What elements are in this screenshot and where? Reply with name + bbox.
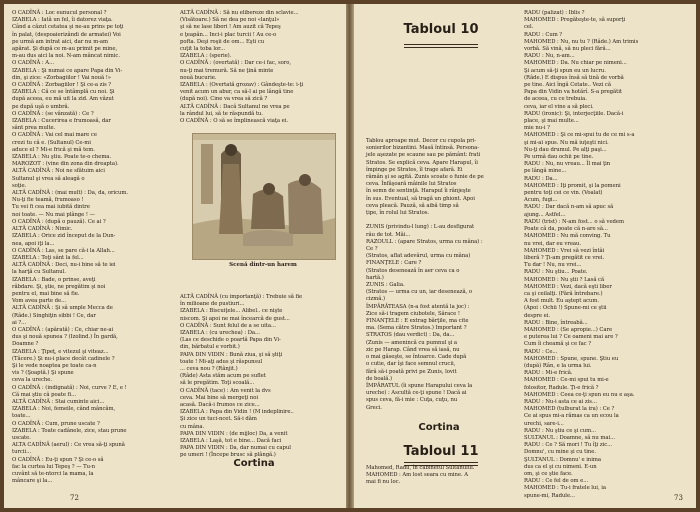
text-line: Şi acum să-ţi spun eu un lucru.: [524, 67, 606, 74]
text-line: ... ceva nou ? (Rânjit.): [180, 366, 238, 373]
text-line: Stratos. Se explică ceva. Apare Harapul, îi: [366, 159, 478, 166]
text-line: fără să-i poată privi pe Zunis, lovit: [366, 368, 457, 375]
text-line: mie nu-i ?: [524, 125, 550, 132]
text-line: ALTĂ CADÎNĂ : Stai cuminte aici...: [12, 398, 105, 405]
text-line: (Stratos — urma cu un, iar desenează, o: [366, 289, 472, 296]
text-line: ca şi ceilalţi. (Fără întrebare.): [524, 290, 603, 297]
text-line: O CADÎNĂ (tace) : Am venit la dvs: [180, 387, 271, 394]
text-line: FINANŢELE : E extrag bărţile, ma cite: [366, 318, 469, 325]
text-line: MAHOMED : Vezi, dacă eşti liber: [524, 283, 612, 290]
text-line: SULTANUL : Doamne, să nu mai...: [524, 434, 615, 441]
text-line: liberă ? Ţi-am pregătit ce vrei.: [524, 254, 605, 261]
text-line: şi să ne lase liberi ! Am auzit că Tepeş: [180, 24, 281, 31]
text-line: cizmă.): [366, 296, 386, 303]
tableau-10-title: Tabloul 10: [403, 22, 479, 37]
text-line: în milioane de pustiuri...: [180, 301, 245, 308]
page-number-left: 72: [70, 494, 79, 502]
text-line: apărat. Şi după ce m-au primit pe mine,: [12, 46, 118, 53]
text-line: Sultanul şi vrea să aleagă o: [12, 175, 85, 182]
text-line: mâncare şi la...: [12, 478, 53, 485]
text-line: noi toate. — Nu mai plânge ! —: [12, 211, 95, 218]
text-line: (Stratos desenează în aer ceva ca o: [366, 267, 460, 274]
text-line: IZABELA : Şi numai ce apare Papa din Vi-: [12, 67, 123, 74]
text-line: Vom avea parte de...: [12, 298, 66, 305]
text-line: RADU : Dar dacă n-am să apuc să: [524, 204, 614, 211]
text-line: în semn de sentinţă. Harapul îi rânjeşte: [366, 188, 471, 195]
tableau-11-title: Tabloul 11: [403, 444, 479, 459]
text-line: pe urmă am intrat aici, dar nu m-am: [12, 38, 109, 45]
text-line: Tu dar ! Nu, nu vrei...: [524, 262, 582, 269]
text-line: MAHOMED : Ceea ce-ţi spun eu nu e aşa.: [524, 391, 635, 398]
text-line: Nu-ţi fie teamă, frumoaso !: [12, 197, 84, 204]
text-line: (Apoi : Ochii !) Spune-mi ce ştii: [524, 305, 607, 312]
text-line: ALTĂ CADÎNĂ : Nimic.: [12, 226, 73, 233]
text-line: Ce ai spus mi-a rămas ca un ecou la: [524, 413, 619, 420]
text-line: IZABELA : Laşă, tot e bine... Dacă faci: [180, 438, 282, 445]
text-line: hartă.): [366, 274, 384, 281]
text-line: RADU : Cum ?: [524, 31, 563, 38]
text-line: Greci.: [366, 404, 382, 411]
text-line: IZABELA : (sperie).: [180, 53, 232, 60]
text-line: RADU (palizat) : Iblis ?: [524, 10, 585, 16]
text-line: MAROZOT : (vine din zona din dreapta).: [12, 161, 119, 168]
book-spread: [4, 4, 696, 508]
text-line: (Râde.) Singhiţin sibbi ! Ce, dar: [12, 312, 96, 319]
text-line: Tablou aproape mut. Decor cu cupola pri-: [366, 138, 476, 144]
text-line: Când a căzut cetatea şi ne-au prins pe toţi: [12, 24, 124, 31]
text-line: ma. (Sema către Stratos.) Important ?: [366, 325, 467, 332]
text-line: pentru el, mai bine să fie.: [12, 290, 80, 297]
text-line: Poate că da, poate că n-are să...: [524, 226, 608, 233]
left-column-2-bottom: [180, 294, 338, 459]
text-line: pe după uşă o umbră.: [12, 103, 70, 110]
text-line: O CADÎNĂ : (se vânzată) : Ce ?: [12, 110, 94, 117]
text-line: cuvânt să te-ntorci la mama, la: [12, 471, 94, 477]
text-line: O CADÎNĂ : A...: [12, 60, 54, 67]
text-line: MAHOMED : Ce-mi spui tu mi-e: [524, 377, 609, 384]
text-line: IZABELA : (Overtată grozav) : Gândeşte-te: i-ţi: [180, 82, 304, 89]
text-line: FINANŢELE : Care ?: [366, 260, 422, 267]
text-line: MAHOMED : Tu-i fratele lui, ia: [524, 485, 606, 492]
text-line: Papa din Vidin va hotărî. S-a pregătit: [524, 89, 622, 96]
text-line: ALTA CADÎNĂ (aerul) : Ce vrea să-ţi spună: [12, 442, 125, 449]
text-line: să le pregătim. Toţi scoală...: [180, 380, 255, 387]
text-line: O CADÎNĂ : (overtată) : Dar ce-i fac, soro,: [180, 60, 292, 67]
text-line: pe tine. Aici îngă Cetate.. Vezi că: [524, 82, 611, 89]
text-line: ceva la ureche.: [12, 377, 52, 384]
text-line: MAHOMED : (Se apropie...) Care: [524, 326, 613, 333]
text-line: Şi le vede noaptea pe toate ca-n: [12, 362, 97, 369]
text-line: IZABELA : Că ce se întâmplă cu noi. Şi: [12, 89, 115, 96]
text-line: pe lângă mine...: [524, 168, 567, 175]
text-line: RADU : Ce fel de om e...: [524, 478, 589, 485]
text-line: toate ! Mi-aţi adus şi răspunsul: [180, 358, 263, 365]
left-column-1: [12, 10, 170, 498]
text-line: sonierilor bizantini. Masă întinsă. Persona-: [366, 145, 479, 152]
text-line: A fost mult. Eu aştept acum.: [524, 298, 599, 305]
text-line: răbdare. Şi, ştie, ne pregătim şi noi: [12, 283, 106, 290]
text-line: ceva, iar el vine a să pleci.: [524, 103, 594, 110]
text-line: om, şi ce ştie face.: [524, 471, 573, 477]
text-line: nu vrei, dar eu vreau.: [524, 240, 582, 247]
text-line: PAPA DIN VIDIN : Bună ziua, şi să ştiţi: [180, 351, 283, 358]
text-line: Nu-ţi dau drumul. Pe alţi paşi...: [524, 146, 607, 153]
text-line: (după) Rân, e la urma lui.: [524, 362, 592, 369]
text-line: PAPA DIN VIDIN : Da, dar numai cu capul: [180, 445, 291, 452]
text-line: urechi, sare-i...: [524, 420, 564, 427]
text-line: Ce ?: [366, 246, 378, 253]
text-line: nouă bucurie.: [180, 74, 217, 81]
text-line: m-au dus aici la noi. N-am mâncat nimic.: [12, 53, 120, 60]
text-line: dus şi nouă spunea ? (Izolind.) În gardă,: [12, 334, 118, 341]
text-line: zic pe Harap. Când vrea să iasă, nu: [366, 346, 460, 353]
text-line: place, şi mai multe...: [524, 118, 579, 125]
text-line: cel.: [524, 24, 534, 31]
text-line: MAHOMED : Vrei să vezi întâi: [524, 247, 605, 254]
text-line: o mai găseşte, se întoarce. Cade după: [366, 354, 467, 361]
text-line: la harţă cu Sultanul.: [12, 269, 66, 276]
text-line: ceva. Înfăşoară mâinile lui Stratos: [366, 181, 457, 188]
text-line: în palat, (despoaierizândi de armatei) Voi: [12, 31, 121, 38]
text-line: O CADÎNĂ : Cum, prune uscate ?: [12, 420, 100, 427]
text-line: nea, apoi iţi la...: [12, 240, 55, 247]
text-line: RADU : Nu-i asta ce ai zis...: [524, 398, 597, 405]
text-line: O CADÎNĂ : (după o pauză). Ce ai ?: [12, 218, 106, 225]
text-line: IZABELA : Toţi sânt la fel...: [12, 254, 84, 261]
left-column-2-top: [180, 10, 338, 129]
text-line: ajung... Astfel...: [524, 211, 566, 218]
text-line: O CADÎNĂ : Zorbagiilor ! Şi ce-a zis ?: [12, 82, 112, 89]
cortina-right: Cortina: [418, 422, 460, 433]
illustration-caption: Scenă dintr-un harem: [229, 262, 297, 268]
text-line: MAHOMED : Nu ştii ? Lasă că: [524, 276, 605, 283]
right-column-1-tableau-10: [366, 138, 516, 411]
text-line: RADU : Nu, nu vreau... Îl mai ţin: [524, 161, 611, 168]
text-line: Domnu', cu mine şi cu tine.: [524, 449, 596, 456]
text-line: PAPA DIN VIDIN : (de mijloc) Da, a venit: [180, 430, 288, 437]
text-line: O CADÎNĂ : Vai cel mai mare ce: [12, 132, 97, 139]
text-line: (Râde) Asta stăm acum pe suflet: [180, 373, 266, 380]
text-line: RADU : Ce ? Să mori ! Tu îţi zic...: [524, 442, 613, 449]
cortina-left: Cortina: [233, 458, 275, 469]
text-line: acasă. Dacă-i frumos ce zice...: [180, 402, 260, 409]
text-line: vis ? (Şoaptă.) Şi spune: [12, 370, 74, 377]
text-line: (Stratos, aflat adevărul, urma cu mâna): [366, 253, 471, 260]
text-line: turcii...: [12, 449, 32, 456]
text-line: MAHOMED : Pregăteşte-te, să suporţi: [524, 17, 626, 24]
text-line: toate...: [12, 413, 31, 420]
text-line: ALTĂ CADÎNĂ : (mai mult) : Da, da, oricum.: [12, 190, 128, 197]
text-line: IZABELA : Papa din Vidin ! (M indeplinire..: [180, 409, 294, 416]
title-rule: [404, 462, 478, 463]
text-line: râmân şi se agită. Zunis scoate o funie de pe: [366, 174, 484, 181]
text-line: o cutie, dar îşi face semnul crucii,: [366, 361, 456, 368]
text-line: şi mi-ai spus. Nu mă iuţeşti nici.: [524, 139, 609, 146]
text-line: ÎMPĂRATUL (îi spune Harapului ceva la: [366, 382, 473, 389]
text-line: Cum îi cheamă şi ce fac ?: [524, 341, 592, 348]
text-line: de aceea, cu ce trebuia.: [524, 96, 587, 103]
text-line: IZABELA : Bade, o prinse, aveţi: [12, 276, 96, 283]
text-line: nu-ţi mai tremură. Să ne ţină minte: [180, 67, 274, 74]
text-line: ALTĂ CADÎNĂ : Şi să umple Mecca de: [12, 305, 113, 312]
text-line: pofta. Deşi roşii de om... Eşti cu: [180, 38, 265, 45]
text-line: MAHOMED : Am lost seara cu mine. A: [366, 472, 469, 479]
text-line: IZABELA : Ţipeţ, e vitezul şi viteaz...: [12, 348, 109, 355]
text-line: RADU : Ce...: [524, 348, 558, 355]
text-line: fac la curtea lui Tepeş ? — Tu-n: [12, 463, 96, 470]
text-line: dus ca el şi cu nimeni. E-un: [524, 463, 597, 470]
right-column-1-tableau-11: [366, 465, 516, 493]
text-line: RADU : Nu ştiu ce şi cum...: [524, 427, 597, 434]
text-line: IZABELA : Cucerirea e frumoasă, dar: [12, 118, 111, 125]
text-line: soţie.: [12, 182, 27, 189]
text-line: ZUNIS (privindu-l lung) : L-au desfigurat: [366, 224, 475, 231]
text-line: (după noi). Cine va vrea să zică ?: [180, 96, 268, 103]
text-line: Şi zice un tuci-ncet. Să-i dăm: [180, 416, 257, 423]
text-line: IZABELA : Nu ştiu. Poate te-o chema.: [12, 154, 112, 161]
text-line: spune-mi, Radule...: [524, 492, 575, 499]
text-line: O CADÎNĂ : Las, se pare că-i la Allah...: [12, 247, 115, 254]
text-line: ŞULTANUL : Domnu' e inima: [524, 456, 601, 463]
right-page: [354, 4, 696, 508]
text-line: RADU : Nu ştiu... Poate.: [524, 269, 588, 276]
text-line: MAHOMED : Spune, spune. Ştiu eu: [524, 355, 619, 362]
text-line: RADU : Da...: [524, 175, 558, 182]
text-line: IZABELA : (cu urechea) : Da...: [180, 330, 260, 337]
page-number-right: 73: [674, 494, 683, 502]
text-line: e ţeapăn... Inci-i plac turcii ! Au ce-o: [180, 31, 277, 38]
text-line: ALTĂ CADÎNĂ (cu importanţă) : Trebuie să fie: [180, 294, 303, 300]
text-line: ALTĂ CADÎNĂ : Deci, nu-i bine să te iei: [12, 262, 116, 269]
text-line: O CADÎNĂ : Eu-ţi spun ? Şi ce-o să: [12, 456, 104, 463]
harem-illustration: [192, 133, 336, 260]
text-line: ZUNIS : Galia.: [366, 282, 405, 289]
text-line: O CADÎNĂ : (indignată) : Noi, curve ? E, e !: [12, 384, 127, 391]
text-line: Acum, fugi...: [524, 197, 558, 204]
text-line: mai fi nu loc.: [366, 479, 401, 486]
text-line: sânt prea multe.: [12, 125, 56, 132]
title-rule: [404, 47, 478, 48]
text-line: din, şi zice: «Zorbagiilor ! Vai nouă !»: [12, 74, 111, 81]
text-line: Tu vei fi cea mai iubită dintre: [12, 204, 90, 211]
text-line: e puterea lui ? Ce oameni mai are ?: [524, 334, 618, 341]
text-line: crezi tu că e. (Sultanul) Ce-mi: [12, 139, 91, 146]
text-line: rău de tot. Măi...: [366, 231, 411, 238]
text-line: uscate.: [12, 434, 31, 441]
text-line: IZABELA : Noi, femeile, când mâncăm,: [12, 406, 116, 413]
text-line: în sus. Eventual, să tragă un ghiont. Apoi: [366, 195, 475, 202]
text-line: MAHOMED : Da. Nu chiar pe nimeni...: [524, 60, 627, 67]
text-line: jele aşezate pe scaune sau pe pământ: frati: [366, 152, 481, 159]
text-line: ALTĂ CADÎNĂ : Noi ne sfătuim aici: [12, 168, 105, 175]
text-line: vorbă. Să vină, să nu pleci fără...: [524, 46, 611, 53]
text-line: niscom. Şi apoi ne mai încearcă de gust...: [180, 315, 290, 322]
text-line: împinge pe Stratos, îl trage afară. Ei: [366, 166, 463, 173]
text-line: STRATOS (dau verdict) : Da, da...: [366, 332, 455, 339]
text-line: ureche) : Ascultă ce-ţi spune ! Dacă ai: [366, 390, 467, 397]
text-line: Doamne ?: [12, 341, 39, 348]
text-line: aduce el ? Mi-e frică şi mă tem.: [12, 146, 95, 153]
text-line: RAZOULL : (apare Stratos, urma cu mâna) :: [366, 238, 483, 245]
text-line: MAHOMED : Şi ce mi-spui tu de ce mi s-a: [524, 132, 635, 139]
text-line: ALTĂ CADÎNĂ : Să nu elibereze din sclavie...: [180, 10, 299, 16]
text-line: despre ei.: [524, 312, 550, 319]
text-line: ceva pleacă. Pauză, să aibă timp să: [366, 202, 459, 209]
text-line: cuţit la toba lor...: [180, 46, 225, 53]
text-line: pentru toţi cei ce vin. (Voalat): [524, 190, 603, 197]
text-line: Zice să-i tragem ciubotele, Sărace !: [366, 310, 460, 317]
text-line: ALTĂ CADÎNĂ : Dacă Sultanul ne vrea pe: [180, 103, 290, 110]
text-line: MAHOMED : Nu, nu tu ? (Râde.) Am trimis: [524, 38, 639, 45]
text-line: O CADÎNĂ : Loc eunucul personal ?: [12, 10, 107, 16]
text-line: la rândul lui, să te răspundă tu.: [180, 110, 263, 117]
text-line: RADU (trist) : N-am fost... o să vedem: [524, 218, 624, 225]
text-line: IZABELA : Orice zid început de la Dun-: [12, 233, 116, 240]
text-line: cu mâna.: [180, 423, 205, 430]
text-line: din, bărbatul e vorbit.): [180, 344, 240, 351]
text-line: MAHOMED : Nu mă conving. Tu: [524, 233, 611, 240]
text-line: O CADÎNĂ : (apărată) : Ce, chiar ne-ai: [12, 326, 114, 333]
harem-scene-image: [193, 134, 335, 259]
text-line: (Zunis — amenincă cu pumnul şi a: [366, 339, 458, 346]
text-line: de boală.): [366, 375, 393, 382]
text-line: venit acum un abur, ca să-l ai pe lângă tine: [180, 89, 294, 96]
text-line: spus ceva, fă-i mie : Cuţa, cuţu, nu: [366, 397, 458, 404]
text-line: O CADÎNĂ : Sunt felul de a se uita...: [180, 322, 276, 329]
text-line: (Las ce deschide o poartă Papa din Vi-: [180, 337, 281, 344]
text-line: țipe, în rolul lui Stratos.: [366, 210, 430, 217]
text-line: MAHOMED : Iţi promit, şi la pomeni: [524, 182, 621, 189]
text-line: IZABELA : Toate cadânele, zice, stau prune: [12, 427, 127, 434]
text-line: folositor, Radule. Ţi-e frică ?: [524, 384, 599, 391]
title-rule: [404, 44, 478, 45]
text-line: RADU : Mi-e frică.: [524, 370, 573, 377]
text-line: (Tăcere.) Şi nu-i place decât cadinele ?: [12, 355, 115, 362]
text-line: IZABELA : Iată un fel, îi datorez viaţa.: [12, 17, 113, 24]
text-line: după aceea, eu mă uit la zid. Am văzut: [12, 96, 114, 103]
text-line: IZABELA : Biscuiţele... Alibel.. ce nişte: [180, 308, 283, 315]
text-line: (Râde.) E dispus însă să tină de vorbă: [524, 74, 624, 81]
text-line: RADU (ironic): Şi, interjecţiile. Dacă-i: [524, 110, 624, 117]
book-gutter: [346, 4, 354, 508]
text-line: Că mai ştiu că poate fi...: [12, 391, 76, 398]
text-line: O CADÎNĂ : O să se împlinească viaţa ei.: [180, 118, 289, 125]
left-page: [4, 4, 346, 508]
text-line: Pe urmă dau ochii pe tine.: [524, 154, 594, 161]
text-line: ceva. Mai bine să mergeţi noi: [180, 394, 259, 401]
text-line: ai ?...: [12, 319, 27, 326]
text-line: ÎMPĂRĂTEASA (n-a fost atentă la joc) :: [366, 303, 470, 310]
text-line: RADU : Bine, întreabă...: [524, 319, 588, 326]
text-line: (Visătoare.) Să ne dea pe noi «lanţul»: [180, 17, 280, 24]
text-line: Mahomed, Radu, în cabinetul Sultanului.: [366, 465, 475, 471]
text-line: MAHOMED (tulburat la ira) : Ce ?: [524, 406, 615, 413]
text-line: RADU : Nu, n-am...: [524, 53, 575, 60]
text-line: pe umeri ! (Începe brusc să plângă.): [180, 452, 276, 459]
